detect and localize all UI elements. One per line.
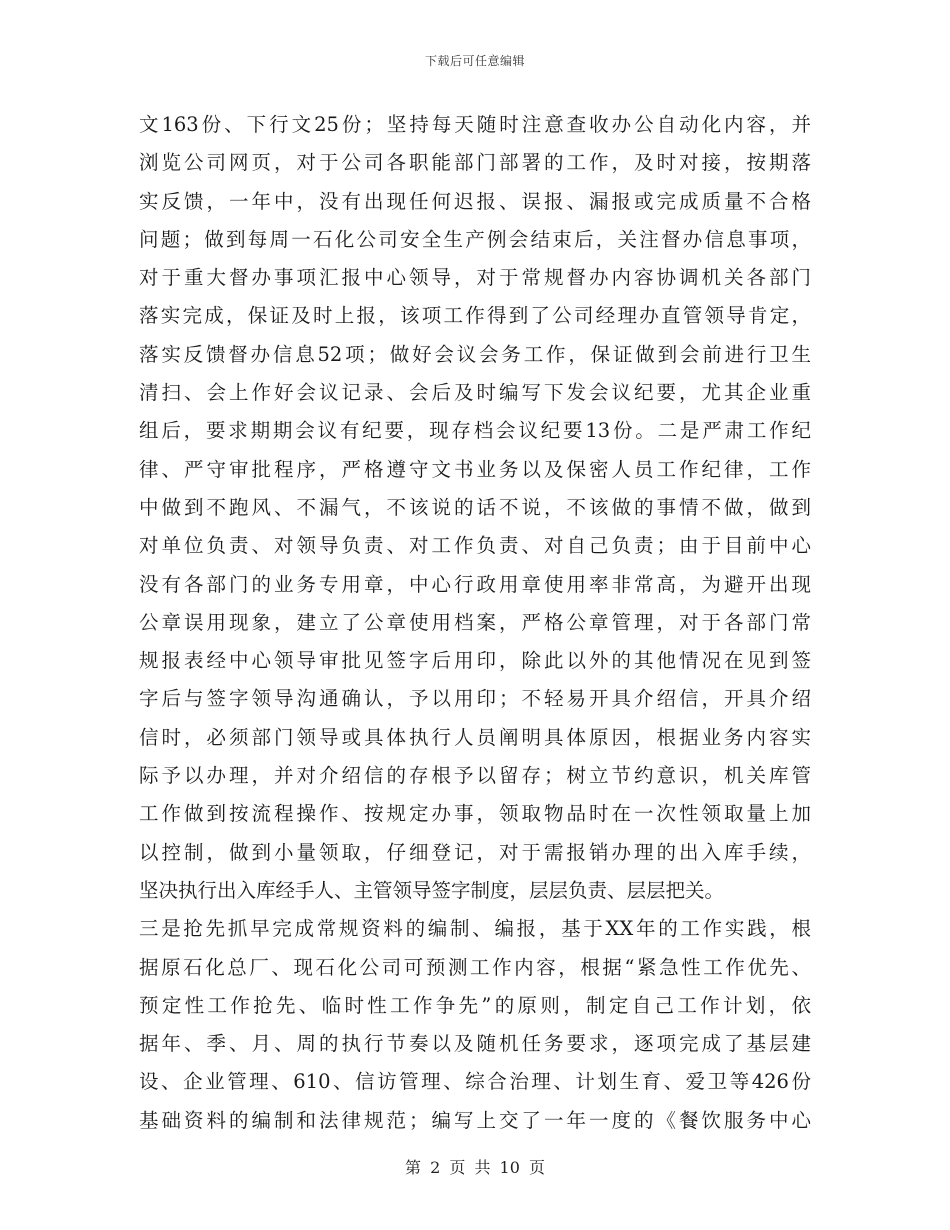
text-line: 问题；做到每周一石化公司安全生产例会结束后，关注督办信息事项，	[139, 227, 811, 251]
text-line: 对单位负责、对领导负责、对工作负责、对自己负责；由于目前中心	[139, 534, 811, 558]
text-line: 律、严守审批程序，严格遵守文书业务以及保密人员工作纪律，工作	[139, 457, 811, 481]
text-line: 文163份、下行文25份；坚持每天随时注意查收办公自动化内容，并	[139, 113, 811, 136]
text-line: 浏览公司网页，对于公司各职能部门部署的工作，及时对接，按期落	[139, 151, 811, 175]
text-line: 没有各部门的业务专用章，中心行政用章使用率非常高，为避开出现	[139, 572, 811, 596]
text-line: 清扫、会上作好会议记录、会后及时编写下发会议纪要，尤其企业重	[139, 381, 811, 405]
text-line: 组后，要求期期会议有纪要，现存档会议纪要13份。二是严肃工作纪	[139, 419, 811, 443]
text-line: 字后与签字领导沟通确认，予以用印；不轻易开具介绍信，开具介绍	[139, 687, 811, 711]
text-line: 规报表经中心领导审批见签字后用印，除此以外的其他情况在见到签	[139, 649, 811, 673]
text-line: 信时，必须部门领导或具体执行人员阐明具体原因，根据业务内容实	[139, 725, 811, 749]
text-line: 据原石化总厂、现石化公司可预测工作内容，根据“紧急性工作优先、	[139, 955, 811, 979]
text-line: 落实反馈督办信息52项；做好会议会务工作，保证做到会前进行卫生	[139, 342, 811, 366]
text-line: 设、企业管理、610、信访管理、综合治理、计划生育、爱卫等426份	[139, 1070, 811, 1094]
page-number-footer: 第 2 页 共 10 页	[405, 1158, 545, 1177]
text-line: 据年、季、月、周的执行节奏以及随机任务要求，逐项完成了基层建	[139, 1032, 811, 1056]
text-line: 中做到不跑风、不漏气，不该说的话不说，不该做的事情不做，做到	[139, 495, 811, 519]
text-line: 际予以办理，并对介绍信的存根予以留存；树立节约意识，机关库管	[139, 764, 811, 788]
text-line: 工作做到按流程操作、按规定办事，领取物品时在一次性领取量上加	[139, 802, 811, 826]
text-line: 公章误用现象，建立了公章使用档案，严格公章管理，对于各部门常	[139, 610, 811, 634]
text-line: 实反馈，一年中，没有出现任何迟报、误报、漏报或完成质量不合格	[139, 189, 811, 213]
text-line: 坚决执行出入库经手人、主管领导签字制度，层层负责、层层把关。	[139, 878, 725, 902]
page-header: 下载后可任意编辑	[424, 54, 525, 68]
text-line: 对于重大督办事项汇报中心领导，对于常规督办内容协调机关各部门	[139, 266, 811, 290]
text-line: 预定性工作抢先、临时性工作争先”的原则，制定自己工作计划，依	[139, 993, 811, 1017]
text-line: 三是抢先抓早完成常规资料的编制、编报，基于XX年的工作实践，根	[139, 917, 811, 941]
text-line: 基础资料的编制和法律规范；编写上交了一年一度的《餐饮服务中心	[139, 1108, 811, 1132]
body-text	[139, 106, 811, 1140]
text-line: 落实完成，保证及时上报，该项工作得到了公司经理办直管领导肯定，	[139, 304, 811, 328]
text-line: 以控制，做到小量领取，仔细登记，对于需报销办理的出入库手续，	[139, 840, 811, 864]
